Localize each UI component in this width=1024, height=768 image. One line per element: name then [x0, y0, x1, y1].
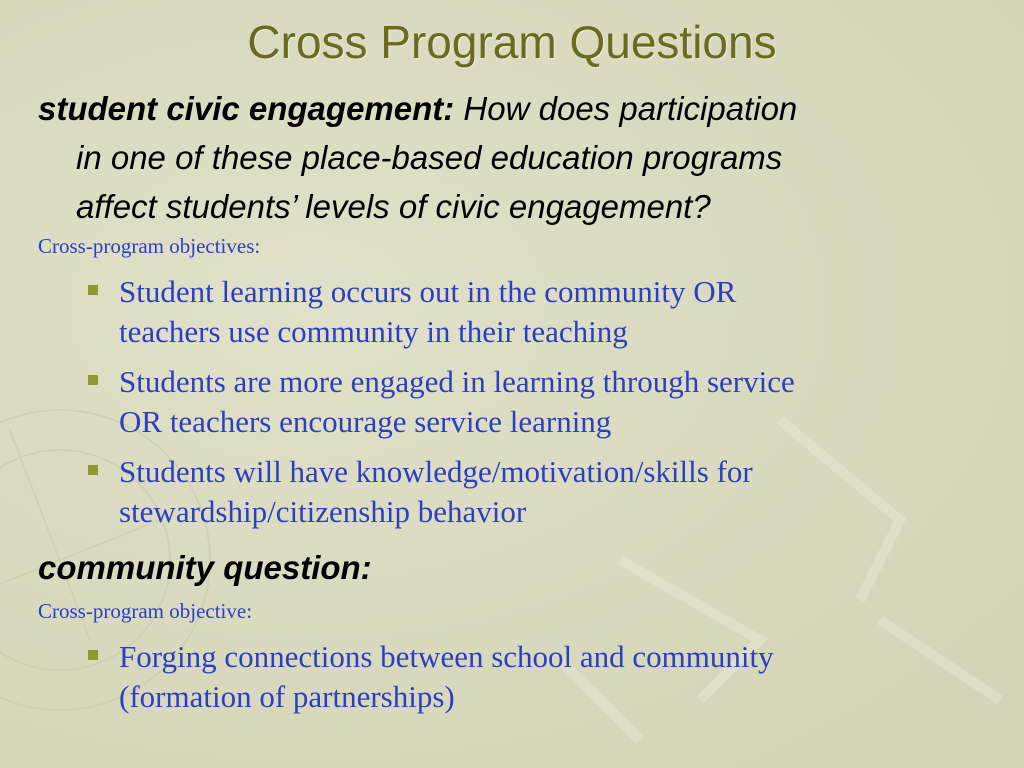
- question-text-line2: in one of these place-based education programs: [76, 139, 783, 176]
- objective-line2: teachers use community in their teaching: [119, 314, 628, 349]
- objective-line2: OR teachers encourage service learning: [119, 404, 612, 439]
- question-lead: student civic engagement:: [38, 90, 455, 127]
- objective-item: [88, 362, 968, 442]
- question-text-line1: How does participation: [454, 90, 798, 127]
- question-student-civic-engagement: [38, 84, 988, 231]
- objective-item: [88, 272, 968, 352]
- objectives-label: Cross-program objectives:: [38, 234, 261, 258]
- objective-line1: Students are more engaged in learning through service: [119, 364, 795, 399]
- objective-line2: (formation of partnerships): [119, 679, 455, 714]
- objective-line1: Forging connections between school and community: [119, 639, 774, 674]
- objective-line1: Students will have knowledge/motivation/skills for: [119, 454, 753, 489]
- objectives-label: Cross-program objective:: [38, 599, 253, 623]
- question-lead: community question:: [38, 549, 372, 586]
- square-bullet-icon: [88, 465, 98, 475]
- objective-line1: Student learning occurs out in the community OR: [119, 274, 737, 309]
- objective-line2: stewardship/citizenship behavior: [119, 494, 527, 529]
- slide-title: Cross Program Questions: [247, 16, 777, 68]
- question-text-line3: affect students’ levels of civic engagement?: [76, 188, 711, 225]
- objective-item: [88, 452, 968, 532]
- square-bullet-icon: [88, 650, 98, 660]
- square-bullet-icon: [88, 285, 98, 295]
- square-bullet-icon: [88, 375, 98, 385]
- objective-item: [88, 637, 968, 717]
- question-community: [38, 543, 988, 592]
